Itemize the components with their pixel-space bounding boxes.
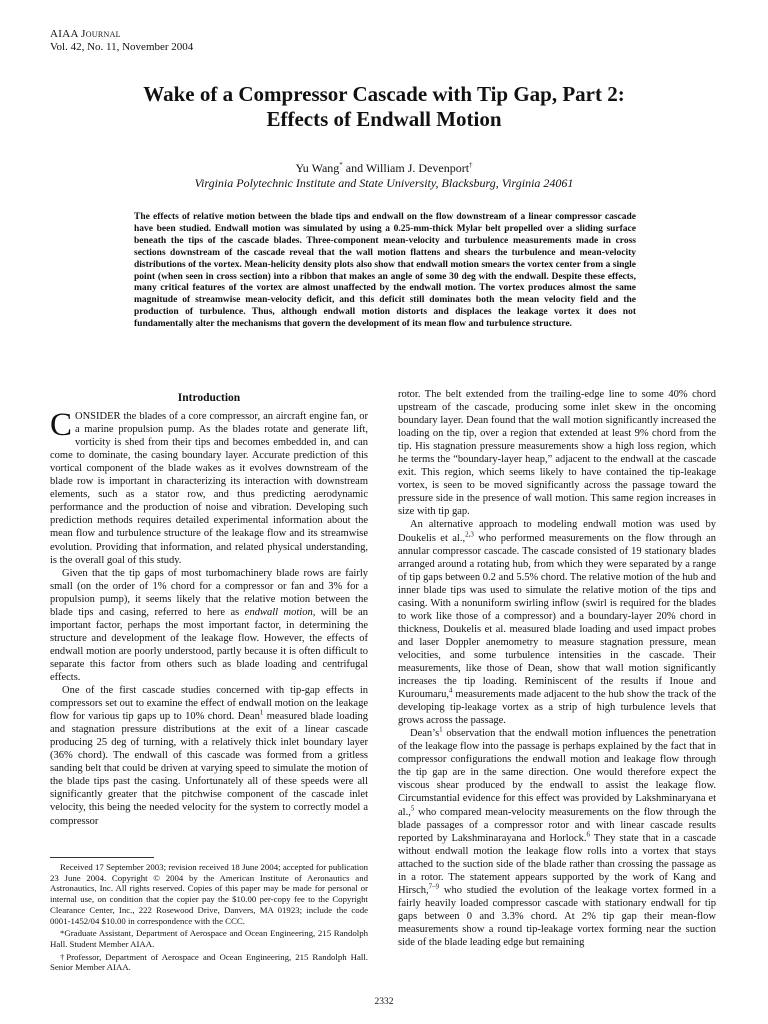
author-1: Yu Wang [295, 161, 340, 175]
citation-ref: 6 [586, 830, 590, 839]
intro-paragraph-3 [50, 684, 368, 828]
citation-ref: 1 [259, 708, 264, 717]
right-p3-text-b: observation that the endwall motion influences the penetration of the leakage flow into the passage is perhaps explained by the fact that in compressor configurations the endwall motion and leakage flow through the tip gap are in the same direction. One would therefore expect the viscous shear produced by the endwall to assist the leakage flow. Circumstantial evidence for this effect was provided by Lakshminaryana et al., [398, 728, 716, 818]
right-p3-text-c: who compared mean-velocity measurements on the flow through the blade passages of a compressor rotor and with linear cascade results reported by Lakshminarayana and Horlock. [398, 806, 716, 844]
right-column [398, 388, 716, 949]
footnotes [50, 862, 368, 975]
left-column [50, 392, 368, 828]
author-2-mark: † [469, 161, 473, 169]
right-p2-text-c: measurements made adjacent to the hub show the track of the developing tip-leakage vortex as a strip of high turbulence levels that grows across the passage. [398, 689, 716, 727]
citation-ref: 5 [410, 804, 415, 812]
affiliation: Virginia Polytechnic Institute and State University, Blacksburg, Virginia 24061 [194, 176, 574, 190]
citation-ref: 4 [449, 686, 453, 695]
right-paragraph-3 [398, 727, 716, 949]
title-line-1: Wake of a Compressor Cascade with Tip Gap, Part 2: [143, 82, 625, 106]
drop-cap: C [50, 407, 73, 444]
right-paragraph-2 [398, 518, 716, 727]
intro-p3-text-a: One of the first cascade studies concerned with tip-gap effects in compressors set out to examine the effect of endwall motion on the leakage flow for various tip gaps up to 10% chord. Dean [50, 685, 368, 723]
right-p3-text-a: Dean’s [410, 728, 440, 740]
intro-p3-text-b: measured blade loading and stagnation pressure distributions at the exit of a linear cascade producing 25 deg of turning, with a relatively thick inlet boundary layer (36% chord). The endwall of this cascade was formed from a gritless sanding belt that could be driven at varying speed to simulate the motion of the blade tips past the casing. Unfortunately all of these speeds were all significantly greater that the pitchwise component of the cascade inlet velocity, this being the needed velocity for the system to correctly model a compressor [50, 711, 368, 827]
author-and: and [342, 161, 366, 175]
intro-p2-emphasis: endwall motion [244, 606, 313, 618]
footnote-received: Received 17 September 2003; revision received 18 June 2004; accepted for publication 23 June 2004. Copyright © 2004 by the American Institute of Aeronautics and Astronautics, Inc. All rights reserved. Copies of this paper may be made for personal or internal use, on condition that the copier pay the $10.00 per-copy fee to the Copyright Clearance Center, Inc., 222 Rosewood Drive, Danvers, MA 01923; include the code 0001-1452/04 $10.00 in correspondence with the CCC. [50, 862, 368, 926]
author-line [40, 161, 728, 175]
right-p2-text-b: who performed measurements on the flow through an annular compressor cascade. The cascade consisted of 19 stationary blades arranged around a rotating hub, from which they were separated by a range of tip gaps between 0.2 and 5.5% chord. The relative motion of the hub and inner blade tips was used to simulate the relative motion of the tips and casing. With a nonuniform swirling inflow (swirl is required for the blades to work like those of a compressor) and a boundary-layer 20% chord in thickness, Doukelis et al. measured blade loading and used impact probes and laser Doppler anemometry to measure stagnation pressure, mean velocities, and some turbulence intensities in the cascade. Their measurements, like those of Dean, show that wall motion significantly increases the tip loading. Reminiscent of the results if Inoue and Kuroumaru, [398, 532, 716, 701]
footnote-rule [50, 857, 154, 858]
right-p3-text-d: They state that in a cascade without endwall motion the leakage flow rolls into a vortex that stays attached to the suction side of the blade rather than crossing the passage as in a rotor. The statement appears supported by the work of Kang and Hirsch, [398, 832, 716, 896]
journal-header [50, 28, 193, 54]
page-number: 2332 [374, 997, 394, 1007]
intro-lead-word: ONSIDER [75, 411, 121, 423]
intro-paragraph-2 [50, 567, 368, 684]
footnote-author-1: *Graduate Assistant, Department of Aerospace and Ocean Engineering, 215 Randolph Hall. Student Member AIAA. [50, 928, 368, 949]
intro-p2-text-a: Given that the tip gaps of most turbomachinery blade rows are fairly small (on the order of 1% chord for a compressor or fan and 3% for a propulsion pump), it seems likely that the relative motion between the blade tips and casing, referred to here as [50, 567, 368, 618]
journal-volume: Vol. 42, No. 11, November 2004 [50, 41, 194, 53]
citation-ref: 2,3 [465, 530, 474, 539]
footnote-author-2: †Professor, Department of Aerospace and Ocean Engineering, 215 Randolph Hall. Senior Member AIAA. [50, 951, 368, 973]
paper-title [40, 82, 728, 132]
abstract: The effects of relative motion between the blade tips and endwall on the flow downstream of a linear compressor cascade have been studied. Endwall motion was simulated by using a 0.25-mm-thick Mylar belt propelled over a sliding surface beneath the tips of the cascade blades. Three-component mean-velocity and turbulence measurements made in cross sections downstream of the cascade reveal that the wall motion flattens and shears the turbulence and mean-velocity distributions of the vortex. Mean-helicity density plots also show that endwall motion smears the vortex center from a single point (when seen in cross section) into a ribbon that makes an angle of some 30 deg with the endwall. Despite these effects, many critical features of the vortex are almost unaffected by the endwall motion. The vortex produces almost the same magnitude of streamwise mean-velocity deficit, and this deficit still dominates both the mean velocity field and the production of turbulence. Thus, although endwall motion distorts and displaces the leakage vortex it does not fundamentally alter the mechanisms that govern the development of its mean flow and turbulence structure. [134, 212, 636, 330]
intro-p2-text-b: , will be an important factor, perhaps the most important factor, in determining the structure and development of the leakage flow. However, the effects of endwall motion are poorly understood, partly because it is often difficult to separate this factor from others such as blade loading and centrifugal effects. [50, 606, 369, 683]
right-p3-text-e: who studied the evolution of the leakage vortex formed in a fairly heavily loaded compressor cascade with stationary endwall for tip gaps between 0 and 3.3% chord. At 2% tip gap their mean-flow measurements show a round tip-leakage vortex forming near the suction side of the blade leading edge but remaining [398, 884, 716, 948]
citation-ref: 7–9 [428, 882, 440, 891]
author-1-mark: * [339, 161, 343, 169]
intro-paragraph-1 [50, 407, 368, 567]
right-p2-text-a: An alternative approach to modeling endwall motion was used by Doukelis et al., [398, 519, 716, 544]
author-2: William J. Devenport [365, 161, 470, 175]
citation-ref: 1 [439, 725, 443, 734]
right-paragraph-1: rotor. The belt extended from the trailing-edge line to some 40% chord upstream of the cascade, producing some inlet skew in the oncoming boundary layer. Dean found that the wall motion significantly increased the loading on the tip, over a region that extended at least 9% chord from the tip. His stagnation pressure measurements show a high loss region, which he terms the “boundary-layer heap,” adjacent to the endwall at the cascade exit. This region, which seems likely to have contained the tip-leakage vortex, is seen to be moved significantly across the passage toward the pressure side in the presence of wall motion. This same region increases in size with tip gap. [398, 389, 716, 518]
title-line-2: Effects of Endwall Motion [266, 107, 502, 131]
intro-p1-text: the blades of a core compressor, an aircraft engine fan, or a marine propulsion pump. As the blades rotate and generate lift, vorticity is shed from their tips and becomes embedded in, and can come to dominate, the casing boundary layer. Accurate prediction of this vortical component of the blade wakes as it evolves downstream of the blade row is important in characterizing its interaction with downstream elements, such as a stator row, and thus predicting aerodynamic performance and the production of noise and vibration. Developing such prediction methods requires detailed experimental information about the mean flow and turbulence structure of the leakage flow and its streamwise evolution. Providing that information, and related physical understanding, is the overall goal of this study. [50, 411, 368, 566]
section-heading-introduction: Introduction [177, 392, 241, 404]
journal-name: AIAA Journal [50, 28, 121, 40]
